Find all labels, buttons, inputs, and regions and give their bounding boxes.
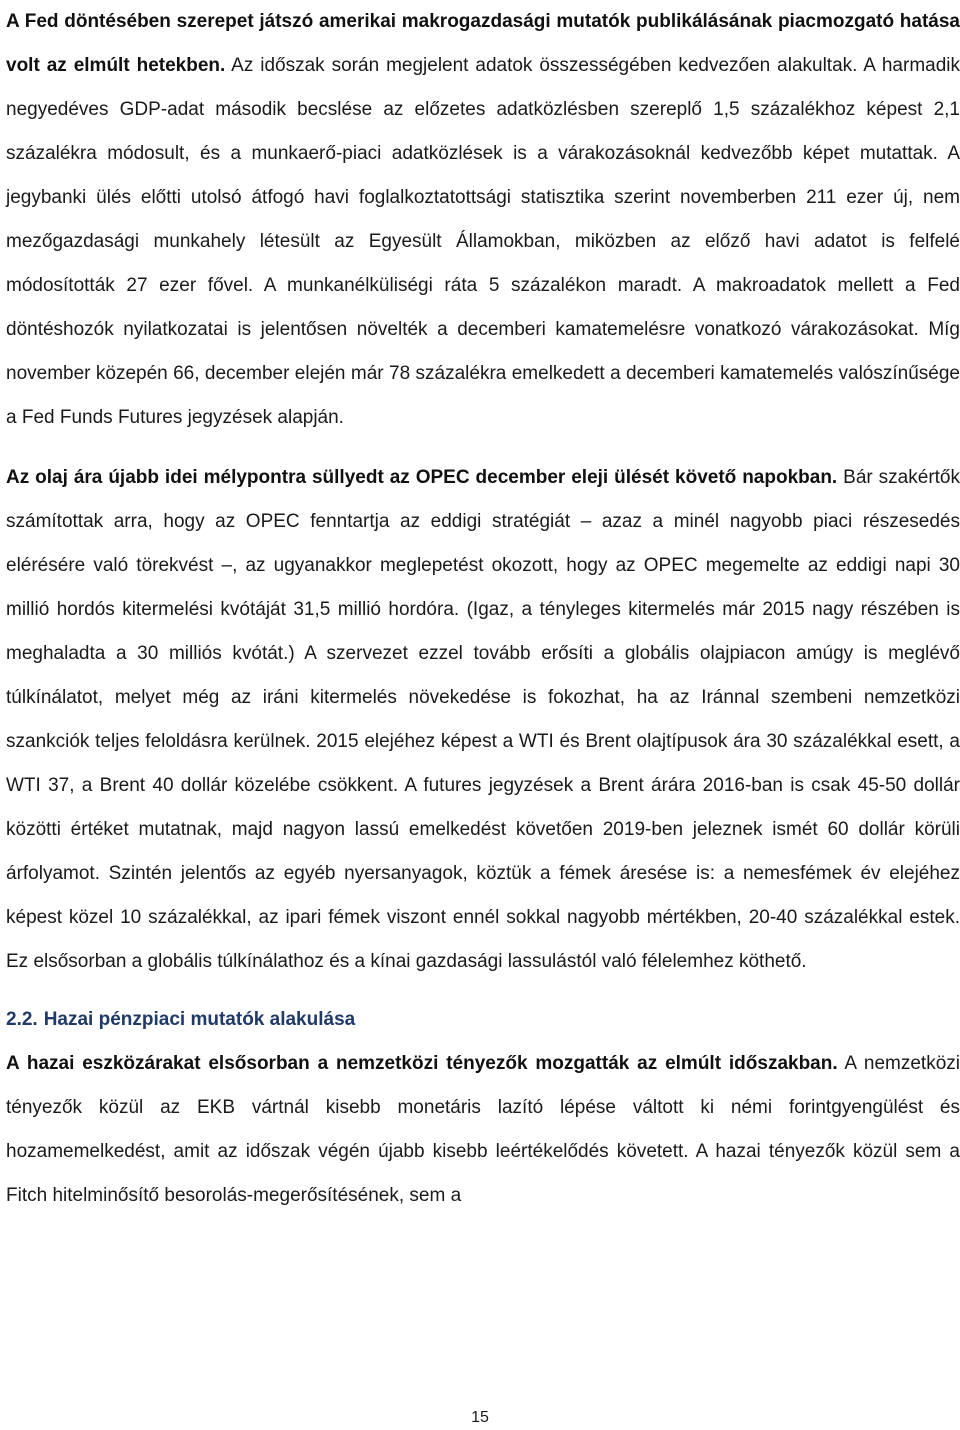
document-page bbox=[6, 0, 960, 1218]
paragraph-lead: Az olaj ára újabb idei mélypontra süllyedt az OPEC december eleji ülését követő napokban. bbox=[6, 467, 838, 488]
section-number: 2.2. bbox=[6, 1009, 38, 1030]
section-title: Hazai pénzpiaci mutatók alakulása bbox=[43, 1009, 356, 1030]
paragraph-lead: A hazai eszközárakat elsősorban a nemzetközi tényezők mozgatták az elmúlt időszakban. bbox=[6, 1053, 838, 1074]
paragraph-body: Bár szakértők számítottak arra, hogy az OPEC fenntartja az eddigi stratégiát – azaz a minél nagyobb piaci részesedés elérésére való törekvést –, az ugyanakkor meglepetést okozott, hogy az OPEC megemelte az eddigi napi 30 millió hordós kitermelési kvótáját 31,5 millió hordóra. (Igaz, a tényleges kitermelés már 2015 nagy részében is meghaladta a 30 milliós kvótát.) A szervezet ezzel tovább erősíti a globális olajpiacon amúgy is meglévő túlkínálatot, melyet még az iráni kitermelés növekedése is fokozhat, ha az Iránnal szembeni nemzetközi szankciók teljes feloldásra kerülnek. 2015 elejéhez képest a WTI és Brent olajtípusok ára 30 százalékkal esett, a WTI 37, a Brent 40 dollár közelébe csökkent. A futures jegyzések a Brent árára 2016-ban is csak 45-50 dollár közötti értéket mutatnak, majd nagyon lassú emelkedést követően 2019-ben jeleznek ismét 60 dollár körüli árfolyamot. Szintén jelentős az egyéb nyersanyagok, köztük a fémek áresése is: a nemesfémek év elejéhez képest közel 10 százalékkal, az ipari fémek viszont ennél sokkal nagyobb mértékben, 20-40 százalékkal estek. Ez elsősorban a globális túlkínálathoz és a kínai gazdasági lassulástól való félelemhez köthető. bbox=[6, 467, 960, 972]
page-number: 15 bbox=[471, 1409, 489, 1426]
paragraph-lead: A Fed döntésében szerepet játszó amerikai makrogazdasági mutatók publikálásának piacmozgató hatása volt az elmúlt hetekben. bbox=[6, 11, 960, 76]
paragraph-body: Az időszak során megjelent adatok összességében kedvezően alakultak. A harmadik negyedéves GDP-adat második becslése az előzetes adatközlésben szereplő 1,5 százalékhoz képest 2,1 százalékra módosult, és a munkaerő-piaci adatközlések is a várakozásoknál kedvezőbb képet mutattak. A jegybanki ülés előtti utolsó átfogó havi foglalkoztatottsági statisztika szerint novemberben 211 ezer új, nem mezőgazdasági munkahely létesült az Egyesült Államokban, miközben az előző havi adatot is felfelé módosították 27 ezer fővel. A munkanélküliségi ráta 5 százalékon maradt. A makroadatok mellett a Fed döntéshozók nyilatkozatai is jelentősen növelték a decemberi kamatemelésre vonatkozó várakozásokat. Míg november közepén 66, december elején már 78 százalékra emelkedett a decemberi kamatemelés valószínűsége a Fed Funds Futures jegyzések alapján. bbox=[6, 55, 960, 428]
paragraph-domestic-assets bbox=[6, 1042, 960, 1218]
paragraph-fed-indicators bbox=[6, 0, 960, 440]
section-heading bbox=[6, 998, 960, 1042]
paragraph-body: A nemzetközi tényezők közül az EKB vártnál kisebb monetáris lazító lépése váltott ki némi forintgyengülést és hozamemelkedést, amit az időszak végén újabb kisebb leértékelődés követett. A hazai tényezők közül sem a Fitch hitelminősítő besorolás-megerősítésének, sem a bbox=[6, 1053, 960, 1206]
paragraph-oil-price bbox=[6, 456, 960, 984]
